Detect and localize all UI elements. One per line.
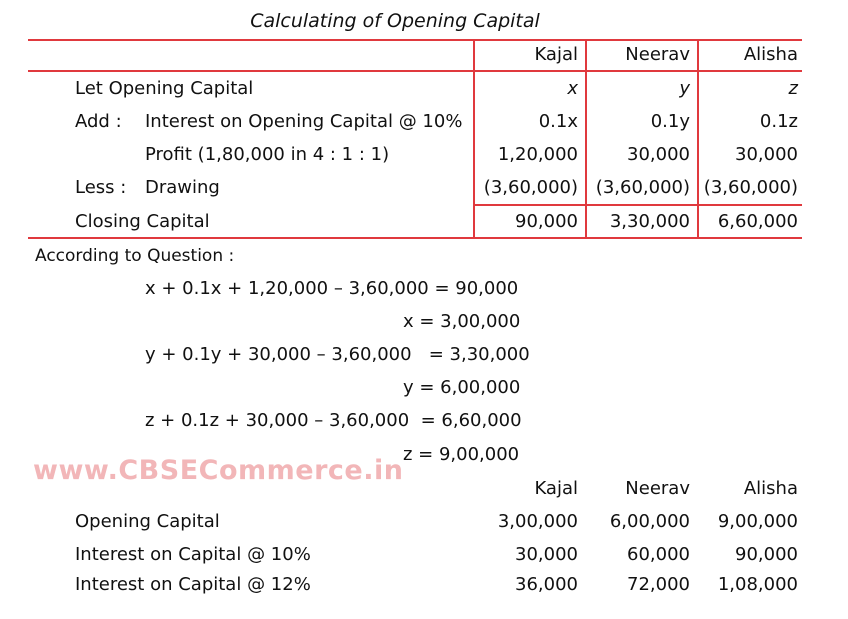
equation-result: x = 3,00,000 (403, 311, 521, 332)
table-cell: 6,60,000 (717, 211, 798, 232)
equation-line: z + 0.1z + 30,000 – 3,60,000 = 6,60,000 (145, 410, 522, 431)
summary-header-kajal: Kajal (534, 478, 578, 499)
column-header-kajal: Kajal (534, 44, 578, 65)
watermark: www.CBSECommerce.in (33, 455, 404, 486)
row-prefix-less: Less : (75, 177, 127, 198)
summary-cell: 60,000 (627, 544, 690, 565)
table-cell: 90,000 (515, 211, 578, 232)
summary-cell: 36,000 (515, 574, 578, 595)
column-header-neerav: Neerav (625, 44, 690, 65)
row-label-drawing: Drawing (145, 177, 220, 198)
table-header-rule (28, 70, 802, 72)
summary-header-neerav: Neerav (625, 478, 690, 499)
table-cell: 30,000 (735, 144, 798, 165)
table-cell: 30,000 (627, 144, 690, 165)
row-label-interest: Interest on Opening Capital @ 10% (145, 111, 463, 132)
summary-cell: 6,00,000 (609, 511, 690, 532)
table-cell: y (679, 78, 690, 99)
equation-line: x + 0.1x + 1,20,000 – 3,60,000 = 90,000 (145, 278, 519, 299)
page-title: Calculating of Opening Capital (250, 10, 540, 32)
row-label-opening-capital: Let Opening Capital (75, 78, 254, 99)
summary-cell: 90,000 (735, 544, 798, 565)
table-cell: (3,60,000) (483, 177, 578, 198)
row-label-profit: Profit (1,80,000 in 4 : 1 : 1) (145, 144, 390, 165)
table-cell: 0.1x (538, 111, 578, 132)
table-col-divider-1 (473, 40, 475, 238)
table-cell: x (567, 78, 578, 99)
table-cell: 0.1z (759, 111, 798, 132)
equation-result: y = 6,00,000 (403, 377, 521, 398)
summary-cell: 72,000 (627, 574, 690, 595)
table-cell: (3,60,000) (595, 177, 690, 198)
equation-line: y + 0.1y + 30,000 – 3,60,000 = 3,30,000 (145, 344, 530, 365)
summary-label-opening-capital: Opening Capital (75, 511, 220, 532)
summary-label-interest-12: Interest on Capital @ 12% (75, 574, 311, 595)
summary-cell: 3,00,000 (497, 511, 578, 532)
summary-cell: 1,08,000 (717, 574, 798, 595)
table-col-divider-2 (585, 40, 587, 238)
row-label-closing-capital: Closing Capital (75, 211, 210, 232)
summary-cell: 30,000 (515, 544, 578, 565)
equation-result: z = 9,00,000 (403, 444, 520, 465)
table-cell: z (788, 78, 798, 99)
table-cell: 1,20,000 (497, 144, 578, 165)
table-top-rule (28, 39, 802, 41)
summary-label-interest-10: Interest on Capital @ 10% (75, 544, 311, 565)
question-heading: According to Question : (35, 246, 235, 266)
table-col-divider-3 (697, 40, 699, 238)
table-cell: (3,60,000) (703, 177, 798, 198)
table-cell: 3,30,000 (609, 211, 690, 232)
table-cell: 0.1y (650, 111, 690, 132)
column-header-alisha: Alisha (743, 44, 798, 65)
summary-header-alisha: Alisha (743, 478, 798, 499)
table-total-rule (473, 204, 802, 206)
table-bottom-rule (28, 237, 802, 239)
summary-cell: 9,00,000 (717, 511, 798, 532)
row-prefix-add: Add : (75, 111, 122, 132)
